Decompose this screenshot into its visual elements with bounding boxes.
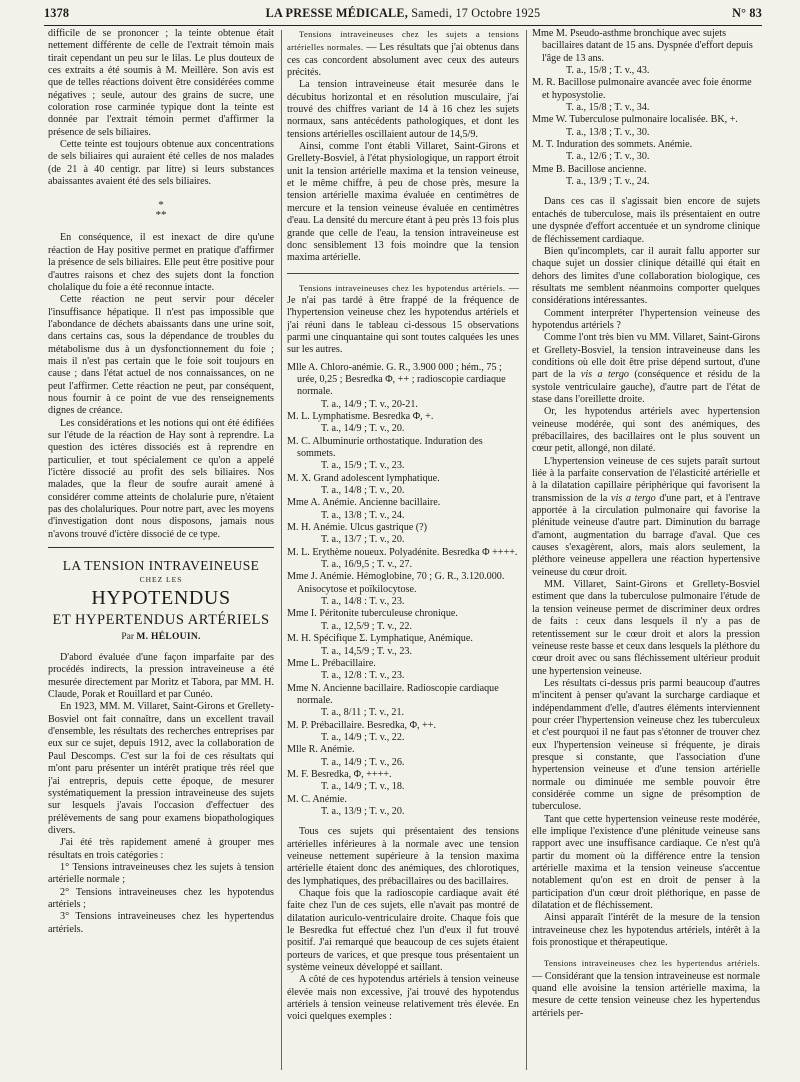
case-tensions: T. a., 14/9 ; T. v., 26. — [321, 756, 405, 768]
paragraph: Bien qu'incomplets, car il aurait fallu apporter sur chaque sujet un dossier clinique détaillé qui était en dehors des limites d'une collaboration biologique, ces résultats me semblent néanmoins comporter quelques considérations intéressantes. — [532, 245, 760, 307]
case-description: M. R. Bacillose pulmonaire avancée avec foie énorme et hyposystolie. — [532, 77, 752, 101]
paragraph: Comment interpréter l'hypertension veineuse des hypotendus artériels ? — [532, 307, 760, 331]
paragraph: difficile de se prononcer ; la teinte obtenue était nettement différente de celle de l'extrait témoin mais tirait cependant un peu sur le lilas. Le plus douteux de ces extraits a été soumis à M. Meillère. Son avis est que de telles réactions doivent être considérées comme négatives ; seule, autour des grains de sucre, une coloration rose carminée typique dont la teinte est donnée par l'extrait témoin permet d'affirmer la présence de sels biliaires. — [48, 28, 274, 138]
case-entry — [287, 473, 519, 498]
section-heading: Tensions intraveineuses chez les hypertendus artériels. — [544, 958, 760, 969]
case-entry — [287, 411, 519, 436]
case-entry — [287, 633, 519, 658]
paragraph: Ainsi apparaît l'intérêt de la mesure de la tension intraveineuse chez les hypotendus artériels, intérêt à la fois pronostique et thérapeutique. — [532, 912, 760, 949]
case-entry — [532, 164, 760, 189]
section-paragraph — [287, 28, 519, 79]
paragraph: Les résultats ci-dessus pris parmi beaucoup d'autres m'incitent à penser qu'avant la surcharge cardiaque et indépendamment d'elle, d'autres éléments interviennent pour créer l'hypertension veineuse chez les tuberculeux et c'est pourquoi il ne faut pas s'étonner de trouver chez eux l'hypertension veineuse si fréquente, je dirais presque si constante, que l'association d'une hypertension veineuse et d'une tension artérielle normale ou diminuée me semble pouvoir être considérée comme un signe de présomption de tuberculose. — [532, 677, 760, 813]
case-entry — [532, 77, 760, 114]
case-description: Mlle R. Anémie. — [287, 744, 355, 756]
paragraph: Les considérations et les notions qui ont été édifiées sur l'étude de la réaction de Hay sont à reprendre. La question des ictères dissociés est à reprendre en particulier, et tout spécialement ce qu'on a appelé l'ictère dissocié au profit des sels biliaires. Nos malades, que la fleur de soufre aurait amené à considérer comme atteints de cholalurie pure, n'étaient pas des cholaluriques. Pour notre part, avec les moyens d'investigation dont nous disposons, jamais nous n'avons trouvé d'ictère dissocié de ce type. — [48, 417, 274, 540]
paragraph: D'abord évaluée d'une façon imparfaite par des procédés indirects, la pression intraveineuse a été mesurée directement par Moritz et Tabora, par MM. H. Claude, Porak et Rouillard et par Cunéo. — [48, 652, 274, 701]
journal-title — [44, 6, 762, 21]
case-description: Mme J. Anémie. Hémoglobine, 70 ; G. R., 3.120.000. Anisocytose et poïkilocytose. — [287, 571, 505, 595]
case-description: Mme W. Tuberculose pulmonaire localisée. BK, +. — [532, 114, 738, 126]
article-title-line-2: CHEZ LES — [139, 575, 183, 585]
case-entry — [532, 139, 760, 164]
case-entry — [287, 436, 519, 473]
section-heading: Tensions intraveineuses chez les hypotendus artériels. — [299, 282, 506, 293]
issue-number: N° 83 — [732, 6, 762, 20]
case-entry — [287, 720, 519, 745]
section-paragraph — [287, 282, 519, 357]
article-title-line-3: HYPOTENDUS — [91, 587, 231, 610]
paragraph: En conséquence, il est inexact de dire qu'une réaction de Hay positive permet en pratique d'affirmer la présence de sels biliaires. Elle peut être positive pour d'autres raisons et chez des sujets dont la fonction cholalique du foie a été reconnue intacte. — [48, 232, 274, 293]
paragraph: Dans ces cas il s'agissait bien encore de sujets entachés de tuberculose, mais ils présentaient en outre une dyspnée d'effort accentuée et un syndrome clinique de fléchissement cardiaque. — [532, 196, 760, 245]
paragraph: A côté de ces hypotendus artériels à tension veineuse élevée mais non excessive, j'ai trouvé des hypotendus artériels à tension veineuse relativement très élevée. En voici quelques exemples : — [287, 974, 519, 1023]
case-entry — [532, 28, 760, 77]
case-entry — [287, 794, 519, 819]
paragraph: J'ai été très rapidement amené à grouper mes résultats en trois catégories : — [48, 837, 274, 861]
case-tensions: T. a., 15/9 ; T. v., 23. — [321, 460, 405, 472]
case-tensions: T. a., 14/9 ; T. v., 22. — [321, 731, 405, 743]
section-heading: Tensions intraveineuses chez les sujets a tensions artérielles normales. — [287, 29, 519, 53]
case-list — [532, 28, 760, 188]
case-entry — [287, 497, 519, 522]
asterism-bottom: ** — [155, 209, 167, 222]
case-tensions: T. a., 14/8 ; T. v., 20. — [321, 485, 405, 497]
case-tensions: T. a., 13/8 ; T. v., 24. — [321, 509, 405, 521]
case-tensions: T. a., 12/6 ; T. v., 30. — [566, 151, 650, 163]
paragraph: Cette teinte est toujours obtenue aux concentrations de sels biliaires qui auraient été celles de nos malades (de 21 à 40 centigr. par litre) si leurs substances abaissantes avaient été des sels biliaires. — [48, 139, 274, 188]
section-text: — Considérant que la tension intraveineuse est normale quand elle avoisine la tension artérielle maxima, la mesure de cette tension veineuse chez les hypertendus artériels per- — [532, 970, 760, 1019]
paragraph: Or, les hypotendus artériels avec hypertension veineuse modérée, qui sont des anémiques, des prébacillaires, des bacillaires ont le plus souvent un cœur petit, allongé, non dilaté. — [532, 406, 760, 455]
case-tensions: T. a., 15/8 ; T. v., 43. — [566, 65, 650, 77]
latin-phrase: vis a tergo — [580, 369, 629, 381]
paragraph — [532, 332, 760, 406]
case-description: M. L. Erythème noueux. Polyadénite. Besredka Φ ++++. — [287, 546, 518, 558]
paragraph: MM. Villaret, Saint-Girons et Grellety-Bosviel estiment que dans la tuberculose pulmonaire l'étude de la tension veineuse permet de discriminer deux ordres de faits : ceux dans lesquels il n'y a pas de retentissement sur le cœur droit et alors la pression veineuse reste basse et ceux dans lesquels la pléthore du cœur droit avec ou sans fléchissement ultérieur produit une hypertension veineuse. — [532, 579, 760, 677]
case-tensions: T. a., 15/8 ; T. v., 34. — [566, 102, 650, 114]
case-tensions: T. a., 14/9 ; T. v., 18. — [321, 781, 405, 793]
text-run: L'hypertension veineuse de ces sujets paraît surtout liée à la parfaite conservation de l'élasticité artérielle et à la dilatation capillaire périphérique qui favorisent la transmission de la — [532, 455, 760, 504]
asterism-top: * — [158, 199, 164, 212]
case-tensions: T. a., 12/8 : T. v., 23. — [321, 670, 405, 682]
paragraph: En 1923, MM. M. Villaret, Saint-Girons et Grellety-Bosviel ont fait connaître, dans un excellent travail d'ensemble, les résultats des recherches entreprises par eux sur ce sujet, depuis 1912, avec la collaboration de Paul Descomps. C'est sur la foi de ces résultats qui m'ont paru présenter un intérêt pratique très réel que j'ai entrepris, depuis cette époque, de mesurer systématiquement la pression intraveineuse des sujets sur lesquels j'avais l'occasion d'effectuer des prélèvements de sang pour examens biopathologiques divers. — [48, 701, 274, 836]
text-run: Comme l'ont très bien vu MM. Villaret, Saint-Girons et Grellety-Bosviel, la tension intraveineuse dans les conditions où elle doit être prise dépend surtout, d'une part de la — [532, 332, 760, 381]
case-tensions: T. a., 12,5/9 ; T. v., 22. — [321, 620, 413, 632]
running-header — [44, 4, 762, 24]
case-entry — [532, 114, 760, 139]
case-tensions: T. a., 14,5/9 ; T. v., 23. — [321, 645, 413, 657]
case-description: Mme I. Péritonite tuberculeuse chronique. — [287, 608, 458, 620]
section-paragraph — [532, 957, 760, 1020]
text-run: (conséquence et résidu de la systole ventriculaire gauche), d'autre part de l'état de stase dans l'oreillette droite. — [532, 369, 760, 405]
column-1 — [48, 28, 274, 1074]
column-2 — [287, 28, 519, 1074]
case-description: M. C. Anémie. — [287, 793, 347, 805]
case-description: M. F. Besredka, Φ, ++++. — [287, 768, 392, 780]
journal-name: LA PRESSE MÉDICALE, — [265, 6, 408, 20]
case-tensions: T. a., 14/9 ; T. v., 20-21. — [321, 398, 418, 410]
text-run: d'une part, et à l'entrave apportée à la circulation pulmonaire qui favorise la plénitude veineuse d'autre part. Diminution du barrage d'amont, augmentation du barrage d'aval. Que ces causes s'exagèrent, alors, mais alors seulement, la pléthore veineuse appellera une réaction hypertensive veineuse du cœur droit. — [532, 492, 760, 578]
paragraph — [532, 456, 760, 579]
section-text: — Les résultats que j'ai obtenus dans ces cas concordent absolument avec ceux des auteurs précités. — [287, 42, 519, 79]
article-heading — [48, 547, 274, 644]
paragraph: Tous ces sujets qui présentaient des tensions artérielles inférieures à la normale avec une tension veineuse nettement supérieure à la tension maxima artérielle étaient donc des anémiques, des chlorotiques, des lymphatiques, des prébacillaires ou des bacillaires. — [287, 826, 519, 887]
author-name: M. HÉLOUIN. — [136, 632, 201, 643]
case-entry — [287, 744, 519, 769]
case-tensions: T. a., 13/9 ; T. v., 24. — [566, 176, 650, 188]
case-description: Mme A. Anémie. Ancienne bacillaire. — [287, 497, 441, 509]
case-description: M. C. Albuminurie orthostatique. Induration des sommets. — [287, 435, 483, 459]
list-item: 3° Tensions intraveineuses chez les hypertendus artériels. — [48, 911, 274, 935]
case-entry — [287, 362, 519, 411]
case-list — [287, 362, 519, 819]
case-description: M. X. Grand adolescent lymphatique. — [287, 472, 440, 484]
case-description: M. H. Anémie. Ulcus gastrique (?) — [287, 522, 428, 534]
byline-prefix: Par — [121, 632, 135, 643]
case-description: Mme N. Ancienne bacillaire. Radioscopie cardiaque normale. — [287, 682, 499, 706]
case-entry — [287, 658, 519, 683]
case-tensions: T. a., 8/11 ; T. v., 21. — [321, 707, 405, 719]
page-number: 1378 — [44, 6, 70, 20]
column-separator — [281, 30, 282, 1070]
case-description: Mme B. Bacillose ancienne. — [532, 163, 647, 175]
article-title-line-1: LA TENSION INTRAVEINEUSE — [62, 558, 260, 574]
case-tensions: T. a., 14/8 : T. v., 23. — [321, 596, 405, 608]
case-entry — [287, 547, 519, 572]
column-separator — [526, 30, 527, 1070]
case-entry — [287, 522, 519, 547]
case-description: M. T. Induration des sommets. Anémie. — [532, 139, 693, 151]
paragraph: Chaque fois que la radioscopie cardiaque avait été faite chez l'un de ces sujets, elle n'avait pas montré de dilatation auriculo-ventriculaire droite. Chaque fois que le Besredka fut effectué chez l'un d'eux il fut trouvé positif. J'ai remarqué que beaucoup de ces sujets étaient porteurs de varices, et que presque tous présentaient un système veineux développé et saillant. — [287, 888, 519, 974]
case-tensions: T. a., 16/9,5 ; T. v., 27. — [321, 559, 413, 571]
case-description: M. P. Prébacillaire. Besredka, Φ, ++. — [287, 719, 437, 731]
case-description: M. L. Lymphatisme. Besredka Φ, +. — [287, 410, 434, 422]
case-entry — [287, 571, 519, 608]
column-3 — [532, 28, 760, 1074]
paragraph: Cette réaction ne peut servir pour déceler l'insuffisance hépatique. Il n'est pas impossible que l'abondance de déchets abaissants dans une urine soit, dans certains cas, sous la dépendance de troubles du métabolisme dus à un dysfonctionnement du foie ; mais il n'est pas certain que le foie soit toujours en cause ; dans l'état actuel de nos connaissances, on ne peut l'affirmer. Cette réaction ne peut, par conséquent, nous fournir à ce point de vue des renseignements dignes de créance. — [48, 294, 274, 417]
case-description: Mme M. Pseudo-asthme bronchique avec sujets bacillaires datant de 15 ans. Dyspnée d'effort depuis l'âge de 13 ans. — [532, 28, 753, 64]
case-description: Mme L. Prébacillaire. — [287, 657, 376, 669]
case-description: Mlle A. Chloro-anémie. G. R., 3.900 000 ; hém., 75 ; urée, 0,25 ; Besredka Φ, ++ ; radioscopie cardiaque normale. — [287, 361, 506, 398]
latin-phrase: vis a tergo — [611, 492, 656, 504]
paragraph: Tant que cette hypertension veineuse reste modérée, elle implique l'existence d'une plénitude veineuse sans rapport avec une insuffisance cardiaque. Ce n'est qu'à partir du moment où la différence entre la tension artérielle maxima et la tension veineuse s'accentue notablement qu'on est en droit de penser à la participation d'un cœur droit pléthorique, en passe de dilatation et de fléchissement. — [532, 813, 760, 912]
case-tensions: T. a., 13/9 ; T. v., 20. — [321, 805, 405, 817]
case-description: M. H. Spécifique Σ. Lymphatique, Anémique. — [287, 633, 473, 645]
case-tensions: T. a., 14/9 ; T. v., 20. — [321, 423, 405, 435]
case-tensions: T. a., 13/7 ; T. v., 20. — [321, 534, 405, 546]
list-item: 1° Tensions intraveineuses chez les sujets à tension artérielle normale ; — [48, 861, 274, 886]
section-text: — Je n'ai pas tardé à être frappé de la fréquence de l'hypertension veineuse chez les hypotendus artériels et j'ai réuni dans le tableau ci-dessous 15 observations parmi une cinquantaine qui sont toutes calquées les unes sur les autres. — [287, 282, 519, 356]
paragraph: La tension intraveineuse était mesurée dans le décubitus horizontal et en résolution musculaire, j'ai trouvé des chiffres variant de 14 à 16 chez les sujets normaux, sans antécédents pathologiques, et dont les tensions artérielles oscillaient autour de 14,5/9. — [287, 79, 519, 140]
issue-date: Samedi, 17 Octobre 1925 — [411, 6, 541, 20]
case-entry — [287, 769, 519, 794]
section-divider — [287, 273, 519, 274]
article-byline — [48, 630, 274, 644]
article-title-line-4: ET HYPERTENDUS ARTÉRIELS — [52, 612, 270, 629]
case-tensions: T. a., 13/8 ; T. v., 30. — [566, 126, 650, 138]
header-rule — [44, 25, 762, 26]
list-item: 2° Tensions intraveineuses chez les hypotendus artériels ; — [48, 886, 274, 910]
paragraph: Ainsi, comme l'ont établi Villaret, Saint-Girons et Grellety-Bosviel, à l'état physiologique, un rapport étroit unit la tension artérielle maxima et la tension veineuse, et le même chiffre, à peu de chose près, mesure la tension artérielle maxima évaluée en centimètres de mercure et la tension veineuse évaluée en centimètres d'eau. La densité du mercure étant à peu près 13 fois plus grande que celle de l'eau, la tension intraveineuse est donc sensiblement 13 fois moindre que la tension maxima artérielle. — [287, 141, 519, 264]
section-asterism — [48, 200, 274, 220]
case-entry — [287, 683, 519, 720]
case-entry — [287, 608, 519, 633]
